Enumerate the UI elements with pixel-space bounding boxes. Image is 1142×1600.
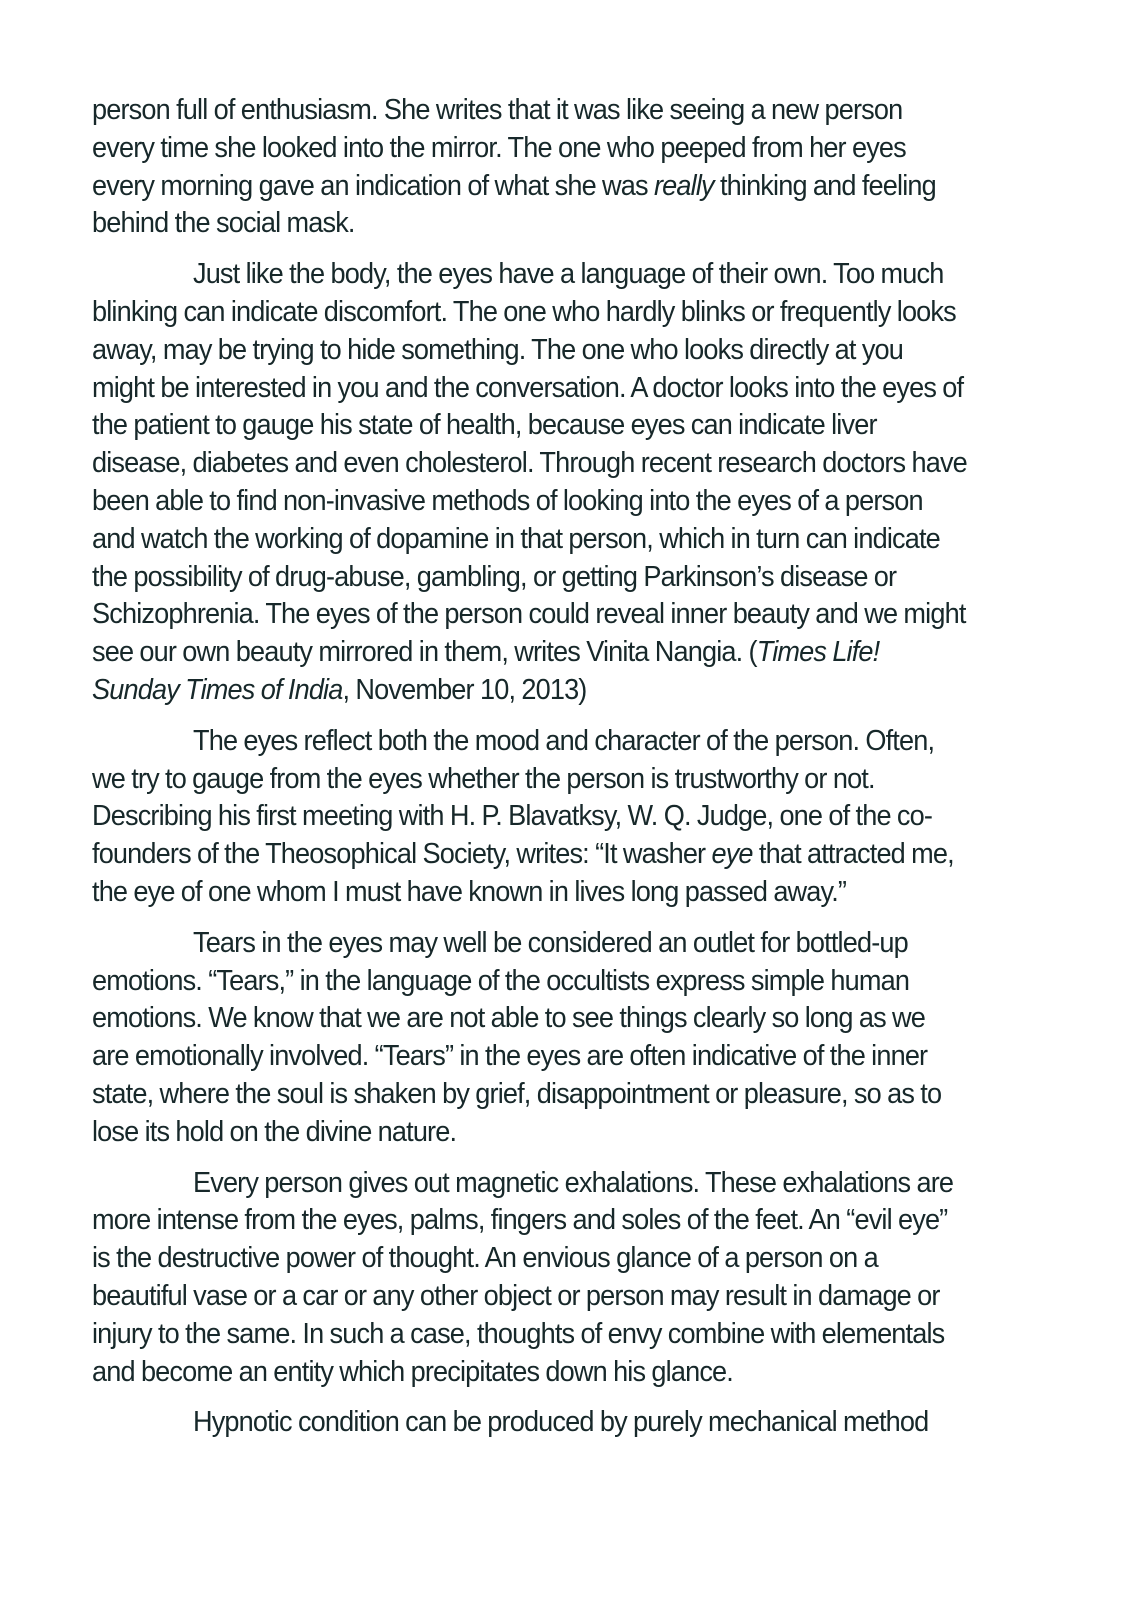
text-run: blinking can indicate discomfort. The one who hardly blinks or frequently looks	[92, 295, 956, 328]
text-run: founders of the Theosophical Society, writes: “It washer	[92, 838, 712, 871]
paragraph	[92, 1165, 990, 1392]
text-run: every time she looked into the mirror. The one who peeped from her eyes	[92, 131, 906, 164]
text-run: person full of enthusiasm. She writes that it was like seeing a new person	[92, 94, 903, 126]
text-run: every morning gave an indication of what she was	[92, 169, 654, 202]
document-page	[92, 92, 990, 1455]
text-run: injury to the same. In such a case, thoughts of envy combine with elementals	[92, 1317, 945, 1350]
text-run: are emotionally involved. “Tears” in the eyes are often indicative of the inner	[92, 1040, 928, 1073]
text-line	[92, 332, 990, 370]
text-line	[92, 874, 990, 912]
text-line	[92, 445, 990, 483]
text-line	[92, 92, 990, 130]
text-line	[92, 521, 990, 559]
text-run: Every person gives out magnetic exhalations. These exhalations are	[192, 1166, 954, 1199]
italic-text: eye	[711, 838, 753, 871]
paragraph	[92, 92, 990, 243]
text-run: been able to find non-invasive methods of looking into the eyes of a person	[92, 484, 923, 517]
text-line	[92, 1114, 990, 1152]
text-run: emotions. “Tears,” in the language of the occultists express simple human	[92, 964, 910, 997]
text-line	[92, 1038, 990, 1076]
text-run: the possibility of drug-abuse, gambling, or getting Parkinson’s disease or	[92, 560, 897, 593]
text-run: behind the social mask.	[92, 207, 355, 240]
paragraph	[92, 256, 990, 710]
text-run: state, where the soul is shaken by grief, disappointment or pleasure, so as to	[92, 1077, 942, 1110]
text-line	[92, 963, 990, 1001]
text-line	[92, 1202, 990, 1240]
text-line	[92, 798, 990, 836]
text-line	[92, 1076, 990, 1114]
text-run: Hypnotic condition can be produced by purely mechanical method	[192, 1406, 929, 1439]
text-line	[92, 723, 990, 761]
text-run: see our own beauty mirrored in them, writes Vinita Nangia. (	[92, 636, 757, 669]
italic-text: Times Life!	[756, 636, 880, 669]
text-run: disease, diabetes and even cholesterol. Through recent research doctors have	[92, 447, 967, 480]
text-line	[92, 294, 990, 332]
text-line	[92, 672, 990, 710]
text-line	[92, 596, 990, 634]
text-line	[92, 407, 990, 445]
text-run: and become an entity which precipitates down his glance.	[92, 1355, 733, 1388]
text-run: the patient to gauge his state of health, because eyes can indicate liver	[92, 409, 877, 442]
text-line	[92, 1000, 990, 1038]
text-run: emotions. We know that we are not able to see things clearly so long as we	[92, 1002, 926, 1035]
text-line	[92, 836, 990, 874]
text-run: thinking and feeling	[713, 169, 936, 202]
text-line	[92, 1165, 990, 1203]
text-line	[92, 483, 990, 521]
text-line	[92, 256, 990, 294]
paragraph	[92, 1404, 990, 1442]
text-line	[92, 634, 990, 672]
text-run: we try to gauge from the eyes whether the person is trustworthy or not.	[92, 762, 875, 795]
text-run: , November 10, 2013)	[342, 673, 587, 706]
text-run: beautiful vase or a car or any other object or person may result in damage or	[92, 1279, 940, 1312]
text-line	[92, 1404, 990, 1442]
text-run: is the destructive power of thought. An envious glance of a person on a	[92, 1242, 878, 1275]
paragraph	[92, 925, 990, 1152]
text-run: might be interested in you and the conversation. A doctor looks into the eyes of	[92, 371, 964, 404]
text-line	[92, 1354, 990, 1392]
text-run: that attracted me,	[752, 838, 954, 871]
text-run: more intense from the eyes, palms, fingers and soles of the feet. An “evil eye”	[92, 1204, 948, 1237]
text-run: The eyes reflect both the mood and character of the person. Often,	[192, 724, 935, 757]
text-run: Schizophrenia. The eyes of the person could reveal inner beauty and we might	[92, 598, 966, 631]
text-line	[92, 205, 990, 243]
text-run: Describing his first meeting with H. P. Blavatksy, W. Q. Judge, one of the co-	[92, 800, 933, 833]
text-run: away, may be trying to hide something. The one who looks directly at you	[92, 333, 904, 366]
text-line	[92, 1240, 990, 1278]
text-line	[92, 1278, 990, 1316]
text-line	[92, 559, 990, 597]
text-run: and watch the working of dopamine in that person, which in turn can indicate	[92, 522, 940, 555]
text-line	[92, 370, 990, 408]
text-line	[92, 925, 990, 963]
italic-text: really	[653, 169, 714, 202]
italic-text: Sunday Times of India	[92, 673, 343, 706]
text-run: the eye of one whom I must have known in lives long passed away.”	[92, 875, 847, 908]
text-run: lose its hold on the divine nature.	[92, 1115, 457, 1148]
paragraph	[92, 723, 990, 912]
text-run: Just like the body, the eyes have a language of their own. Too much	[192, 258, 944, 291]
text-line	[92, 130, 990, 168]
text-line	[92, 1316, 990, 1354]
text-line	[92, 761, 990, 799]
text-run: Tears in the eyes may well be considered an outlet for bottled-up	[192, 926, 908, 959]
text-line	[92, 168, 990, 206]
